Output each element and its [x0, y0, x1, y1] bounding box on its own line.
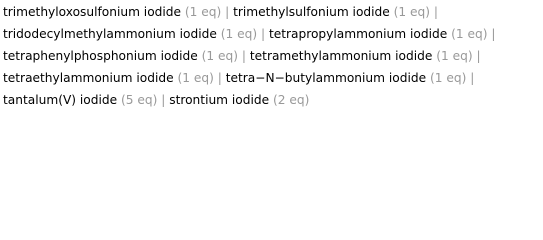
- separator: |: [470, 71, 475, 85]
- compound-name: tetraphenylphosphonium iodide: [3, 49, 198, 63]
- separator: |: [476, 49, 481, 63]
- separator: |: [491, 27, 496, 41]
- separator: |: [241, 49, 247, 63]
- compound-item: [233, 5, 430, 19]
- compound-list: [0, 0, 543, 107]
- compound-item: [3, 49, 238, 63]
- compound-item: [3, 93, 157, 107]
- compound-quantity: (5 eq): [121, 93, 158, 107]
- compound-item: [226, 71, 467, 85]
- compound-quantity: (2 eq): [273, 93, 310, 107]
- compound-item: [3, 71, 214, 85]
- separator: |: [433, 5, 438, 19]
- separator: |: [260, 27, 266, 41]
- compound-quantity: (1 eq): [177, 71, 214, 85]
- compound-name: tetraethylammonium iodide: [3, 71, 174, 85]
- separator: |: [161, 93, 166, 107]
- compound-name: strontium iodide: [169, 93, 270, 107]
- separator: |: [217, 71, 222, 85]
- compound-name: tetra−N−butylammonium iodide: [225, 71, 427, 85]
- compound-quantity: (1 eq): [451, 27, 488, 41]
- compound-item: [250, 49, 473, 63]
- compound-quantity: (1 eq): [436, 49, 473, 63]
- compound-quantity: (1 eq): [220, 27, 258, 41]
- compound-name: tetramethylammonium iodide: [249, 49, 433, 63]
- compound-quantity: (1 eq): [429, 71, 467, 85]
- compound-item: [269, 27, 488, 41]
- compound-name: tetrapropylammonium iodide: [268, 27, 448, 41]
- compound-quantity: (1 eq): [201, 49, 239, 63]
- compound-name: trimethyloxosulfonium iodide: [3, 5, 182, 19]
- compound-name: tantalum(V) iodide: [3, 93, 118, 107]
- compound-item: [3, 5, 221, 19]
- compound-quantity: (1 eq): [393, 5, 431, 19]
- compound-item: [3, 27, 257, 41]
- compound-item: [169, 93, 309, 107]
- separator: |: [225, 5, 230, 19]
- compound-name: tridodecylmethylammonium iodide: [3, 27, 217, 41]
- compound-name: trimethylsulfonium iodide: [233, 5, 390, 19]
- compound-quantity: (1 eq): [184, 5, 222, 19]
